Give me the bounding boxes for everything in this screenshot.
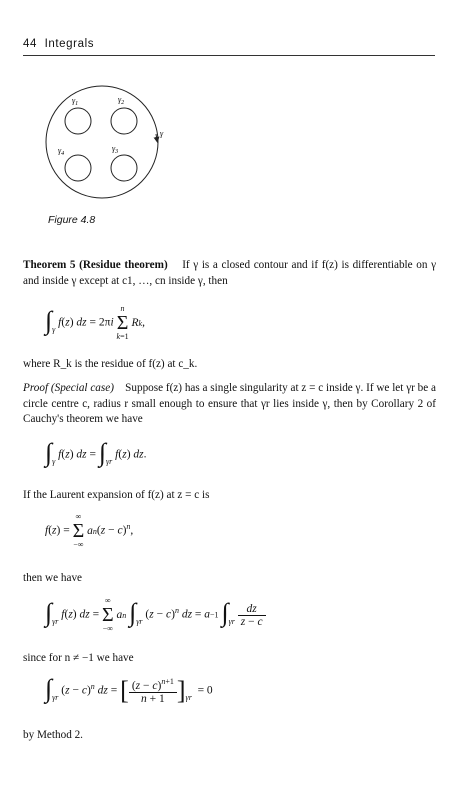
- label-gamma4: $\gamma_4$: [58, 146, 65, 157]
- equation-residue: $\int_\gamma$ f(z) dz = 2πi n Σ k=1 Rk,: [45, 304, 145, 341]
- contour-gamma4: [65, 155, 91, 181]
- figure-contours: [40, 78, 180, 208]
- theorem-paragraph: [23, 258, 436, 289]
- label-gamma1: $\gamma_1$: [72, 96, 79, 107]
- since-line: since for n ≠ −1 we have: [23, 652, 134, 664]
- contour-gamma1: [65, 108, 91, 134]
- proof-text: Suppose f(z) has a single singularity at z = c inside γ. If we let γr be a circle centre c, radius r small enough to ensure that γr lies inside γ, then by Corollary 2 of Cauchy's theorem we have: [23, 382, 436, 425]
- figure-caption: Figure 4.8: [48, 214, 96, 226]
- equation-method2: $\int_{\gamma r}$ $(z - c)^n$ dz = [ $\frac{(z - c)^{n+1}}{n + 1}$ ]$_{\gamma r} = 0$: [45, 674, 213, 705]
- label-gamma2: $\gamma_2$: [118, 95, 125, 106]
- laurent-intro: If the Laurent expansion of f(z) at z = c is: [23, 489, 210, 501]
- contour-gamma2: [111, 108, 137, 134]
- outer-contour: [46, 86, 158, 198]
- equation-laurent: f(z) = ∞ Σ −∞ $an(z - c)^n$,: [45, 512, 134, 549]
- page-number: 44: [23, 38, 37, 50]
- label-gamma: γ: [160, 129, 164, 138]
- equation-cauchy: $\int_\gamma$ f(z) dz = $\int_{\gamma r}$ f(z) dz.: [45, 438, 147, 467]
- equation-expansion: $\int_{\gamma r}$ f(z) dz = ∞ Σ −∞ an $\int_{\gamma r}$ $(z - c)^n$ dz = a−1 $\int_{\gamma r}$ $\frac{dz}{z - c}$: [45, 597, 266, 633]
- label-gamma3: $\gamma_3$: [112, 144, 119, 155]
- where-line: where R_k is the residue of f(z) at c_k.: [23, 358, 198, 370]
- theorem-heading: Theorem 5 (Residue theorem): [23, 259, 168, 271]
- header-rule: [23, 55, 435, 56]
- running-header: [23, 38, 94, 50]
- theorem-text: If γ is a closed contour and if f(z) is differentiable on γ and inside γ except at c1, …, cn inside γ, then: [23, 259, 437, 287]
- proof-paragraph: [23, 381, 436, 428]
- chapter-title: Integrals: [44, 38, 95, 50]
- contour-gamma3: [111, 155, 137, 181]
- proof-heading: Proof (Special case): [23, 382, 114, 394]
- method-line: by Method 2.: [23, 729, 83, 741]
- then-line: then we have: [23, 572, 83, 584]
